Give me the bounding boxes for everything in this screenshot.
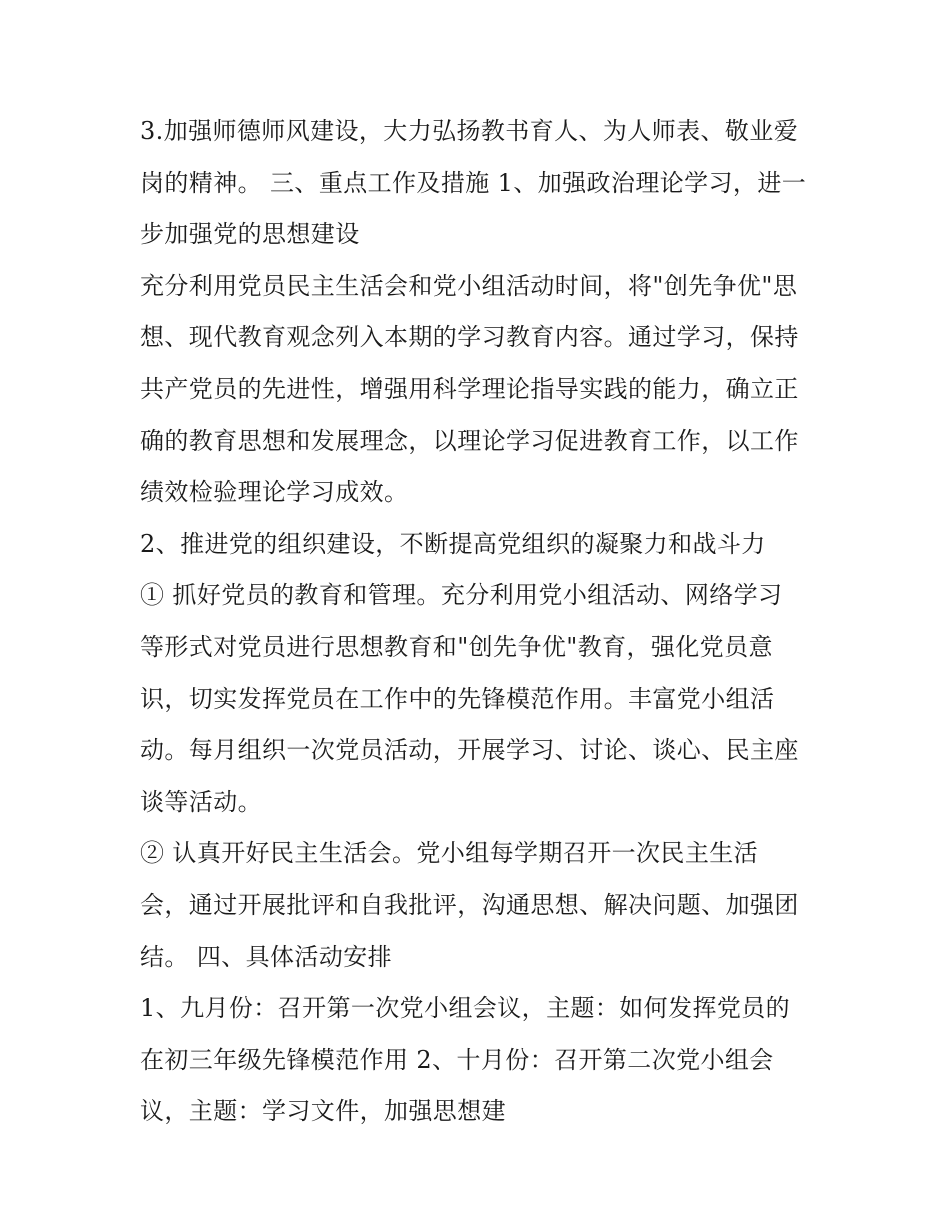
text-line: 确的教育思想和发展理念，以理论学习促进教育工作，以工作: [140, 426, 799, 455]
text-line: ② 认真开好民主生活会。党小组每学期召开一次民主生活: [140, 839, 759, 868]
text-line: 想、现代教育观念列入本期的学习教育内容。通过学习，保持: [140, 323, 799, 352]
text-line: 在初三年级先锋模范作用 2、十月份：召开第二次党小组会: [140, 1045, 774, 1074]
text-line: 识，切实发挥党员在工作中的先锋模范作用。丰富党小组活: [140, 684, 775, 713]
text-line: 1、九月份：召开第一次党小组会议，主题：如何发挥党员的: [140, 994, 791, 1023]
text-line: 会，通过开展批评和自我批评，沟通思想、解决问题、加强团: [140, 890, 799, 919]
text-line: 3.加强师德师风建设，大力弘扬教书育人、为人师表、敬业爱: [140, 117, 799, 145]
text-line: 共产党员的先进性，增强用科学理论指导实践的能力，确立正: [140, 374, 799, 403]
text-line: 岗的精神。 三、重点工作及措施 1、加强政治理论学习，进一: [140, 168, 807, 197]
text-line: 结。 四、具体活动安排: [140, 942, 393, 971]
text-line: 动。每月组织一次党员活动，开展学习、讨论、谈心、民主座: [140, 736, 799, 765]
text-line: 充分利用党员民主生活会和党小组活动时间，将"创先争优"思: [140, 271, 798, 300]
text-line: 等形式对党员进行思想教育和"创先争优"教育，强化党员意: [140, 632, 773, 661]
text-line: 步加强党的思想建设: [140, 220, 360, 249]
text-line: ① 抓好党员的教育和管理。充分利用党小组活动、网络学习: [140, 581, 783, 610]
text-line: 2、推进党的组织建设，不断提高党组织的凝聚力和战斗力: [140, 529, 766, 558]
text-line: 议，主题：学习文件，加强思想建: [140, 1097, 506, 1126]
text-line: 谈等活动。: [140, 787, 262, 816]
body-text: [140, 106, 820, 1138]
text-line: 绩效检验理论学习成效。: [140, 478, 409, 507]
